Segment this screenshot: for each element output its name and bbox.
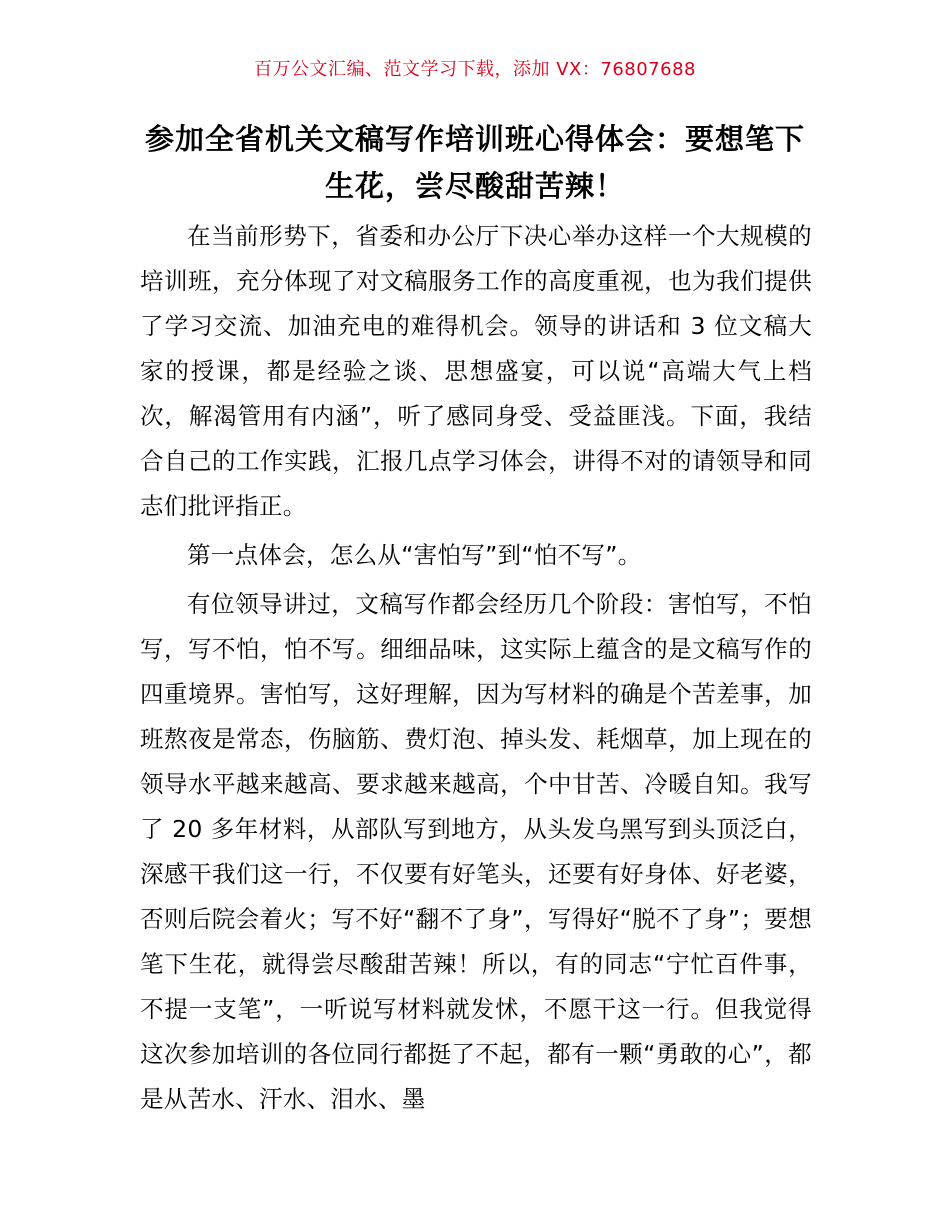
document-title: 参加全省机关文稿写作培训班心得体会：要想笔下生花，尝尽酸甜苦辣！ [144,122,805,203]
document-body [140,214,812,1122]
paragraph-intro: 在当前形势下，省委和办公厅下决心举办这样一个大规模的培训班，充分体现了对文稿服务工作的高度重视，也为我们提供了学习交流、加油充电的难得机会。领导的讲话和 3 位文稿大家的授课，都是经验之谈、思想盛宴，可以说“高端大气上档次，解渴管用有内涵”，听了感同身受、受益匪浅。下面，我结合自己的工作实践，汇报几点学习体会，讲得不对的请领导和同志们批评指正。 [140,222,812,520]
watermark-header: 百万公文汇编、范文学习下载，添加 VX：76807688 [254,59,696,80]
paragraph-first-point-heading: 第一点体会，怎么从“害怕写”到“怕不写”。 [187,541,642,569]
paragraph-first-point-body: 有位领导讲过，文稿写作都会经历几个阶段：害怕写，不怕写，写不怕，怕不写。细细品味，这实际上蕴含的是文稿写作的四重境界。害怕写，这好理解，因为写材料的确是个苦差事，加班熬夜是常态，伤脑筋、费灯泡、掉头发、耗烟草，加上现在的领导水平越来越高、要求越来越高，个中甘苦、冷暖自知。我写了 20 多年材料，从部队写到地方，从头发乌黑写到头顶泛白，深感干我们这一行，不仅要有好笔头，还要有好身体、好老婆，否则后院会着火；写不好“翻不了身”，写得好“脱不了身”；要想笔下生花，就得尝尽酸甜苦辣！所以，有的同志“宁忙百件事，不提一支笔”，一听说写材料就发怵，不愿干这一行。但我觉得这次参加培训的各位同行都挺了不起，都有一颗“勇敢的心”，都是从苦水、汗水、泪水、墨 [140,590,812,1113]
